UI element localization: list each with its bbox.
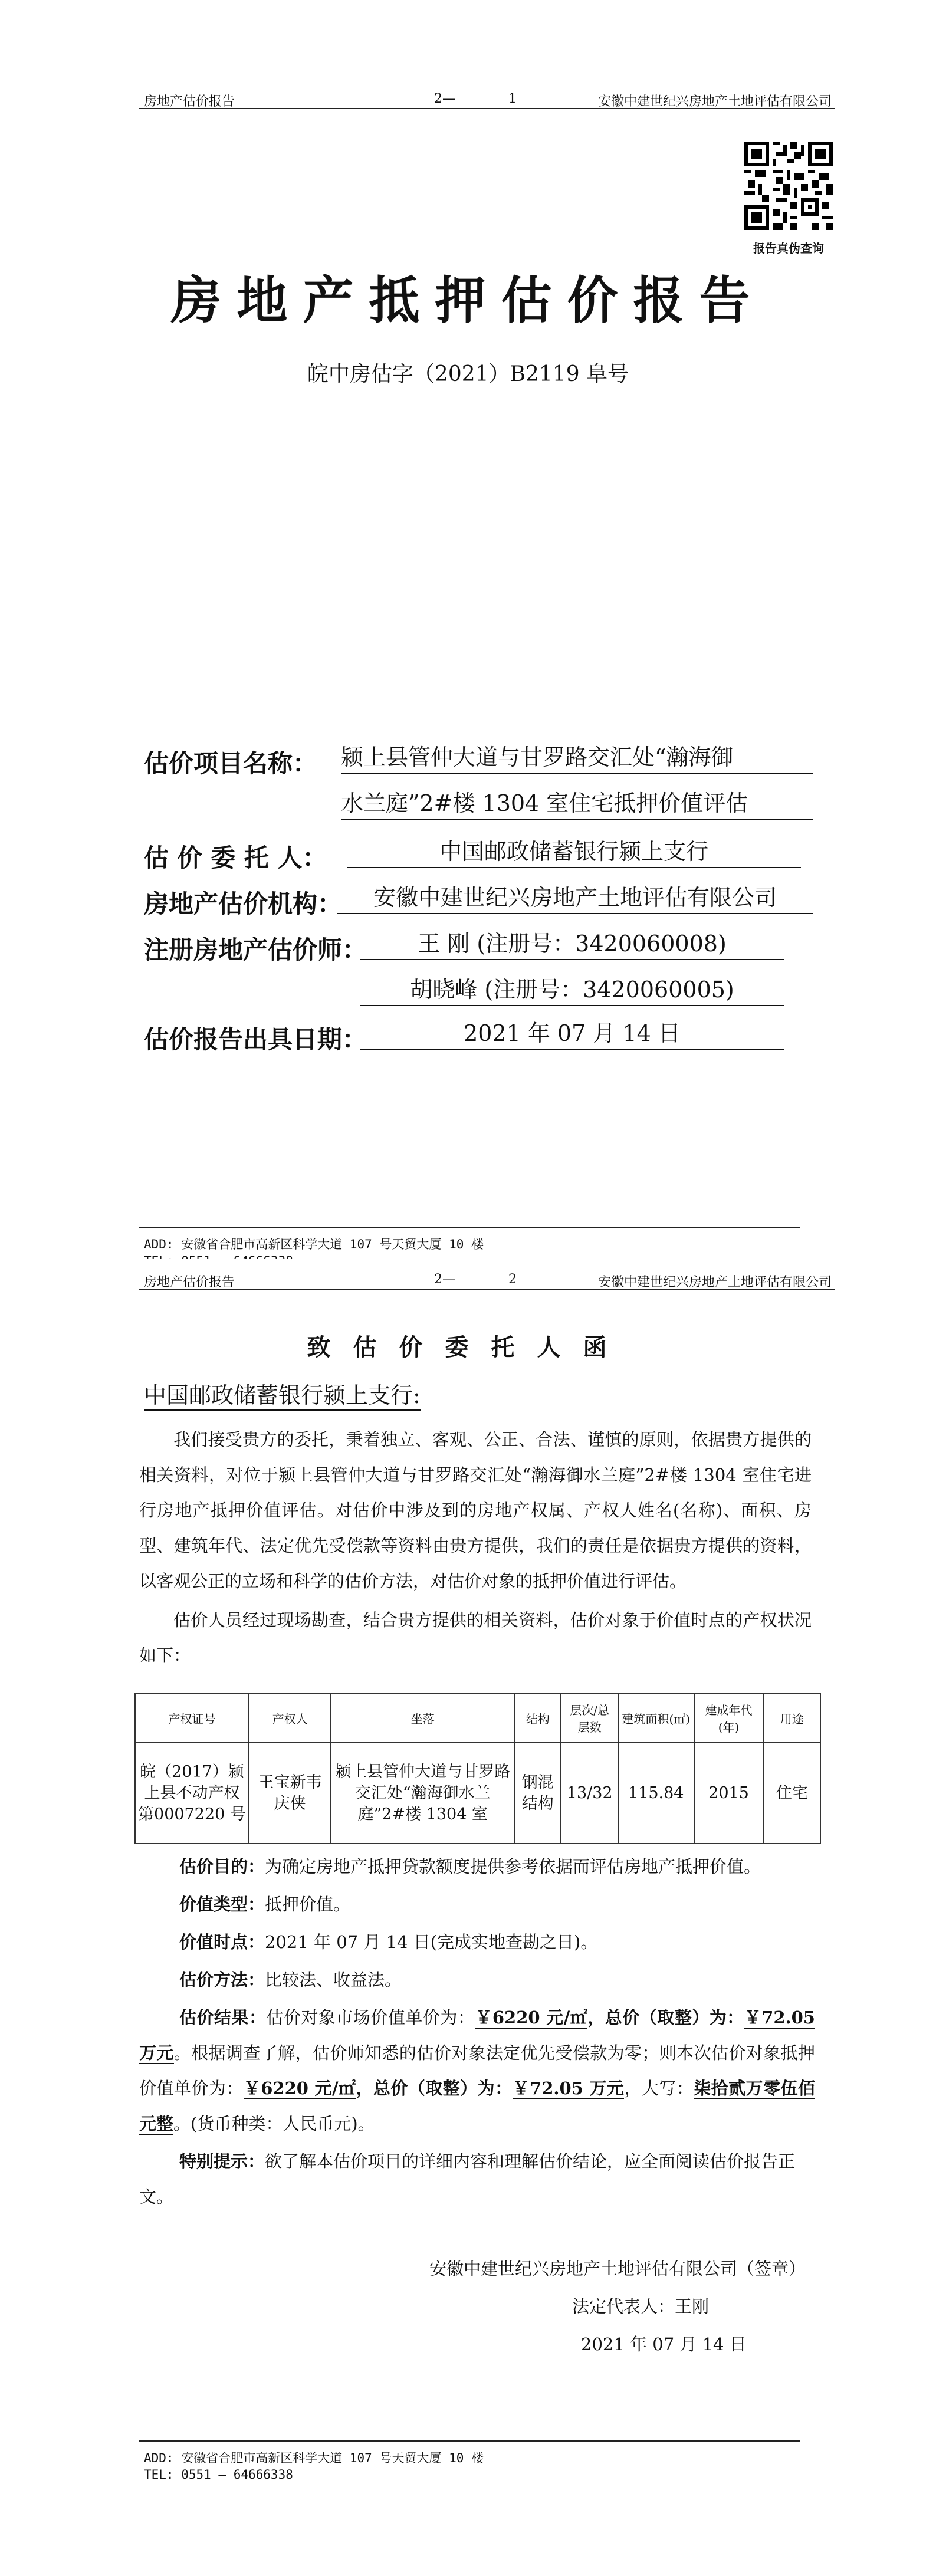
value-type-text: 抵押价值。 <box>265 1894 351 1914</box>
value-time-item <box>179 1924 816 1960</box>
purpose-label: 估价目的： <box>179 1857 265 1877</box>
table-header: 结构 <box>514 1693 561 1743</box>
header-page-number: 1 <box>508 91 517 106</box>
appraiser-2: 胡晓峰 (注册号：3420060005) <box>360 974 784 1006</box>
method-item <box>179 1962 816 1997</box>
table-header: 建成年代(年) <box>694 1693 764 1743</box>
table-header: 产权证号 <box>135 1693 249 1743</box>
project-name-line-2: 水兰庭”2#楼 1304 室住宅抵押价值评估 <box>341 788 813 820</box>
table-header: 建筑面积(㎡) <box>618 1693 694 1743</box>
table-header: 层次/总层数 <box>561 1693 618 1743</box>
footer-address: ADD: 安徽省合肥市高新区科学大道 107 号天贸大厦 10 楼 <box>144 2451 484 2465</box>
qr-code-icon[interactable] <box>744 142 833 230</box>
header-page-total: 2— <box>434 91 455 106</box>
issue-date-value: 2021 年 07 月 14 日 <box>360 1018 784 1050</box>
result-text-a: 估价对象市场价值单价为： <box>266 2007 475 2028</box>
table-row <box>135 1743 820 1844</box>
header-title: 房地产估价报告 <box>144 1275 235 1290</box>
purpose-item <box>179 1849 816 1884</box>
value-time-label: 价值时点： <box>179 1932 265 1952</box>
appraiser-label: 注册房地产估价师： <box>144 935 367 964</box>
agency-label: 房地产估价机构： <box>144 889 343 918</box>
letter-page <box>0 1259 936 2576</box>
project-name-label: 估价项目名称： <box>144 749 318 778</box>
signature-company: 安徽中建世纪兴房地产土地评估有限公司（签章） <box>429 2259 806 2279</box>
result-mortgage-unit-price: ￥6220 元/㎡ <box>243 2078 356 2098</box>
page-header <box>139 1272 835 1290</box>
table-header: 用途 <box>763 1693 820 1743</box>
project-name-line-1: 颍上县管仲大道与甘罗路交汇处“瀚海御 <box>341 742 813 774</box>
qr-caption: 报告真伪查询 <box>753 241 824 255</box>
footer-address: ADD: 安徽省合肥市高新区科学大道 107 号天贸大厦 10 楼 <box>144 1237 484 1251</box>
value-type-label: 价值类型： <box>179 1894 265 1914</box>
letter-title: 致估价委托人函 <box>307 1333 629 1361</box>
table-cell-use: 住宅 <box>763 1743 820 1844</box>
letter-paragraph-1: 我们接受贵方的委托，秉着独立、客观、公正、合法、谨慎的原则，依据贵方提供的相关资料，对位于颍上县管仲大道与甘罗路交汇处“瀚海御水兰庭”2#楼 1304 室住宅进行房地产抵押价值评估。对估价中涉及到的房地产权属、产权人姓名(名称)、面积、房型、建筑年代、法定优先受偿款等资料由贵方提供，我们的责任是依据贵方提供的资料，以客观公正的立场和科学的估价方法，对估价对象的抵押价值进行评估。 <box>139 1430 812 1591</box>
header-title: 房地产估价报告 <box>144 94 235 109</box>
table-cell-owner: 王宝新韦庆侠 <box>249 1743 331 1844</box>
table-cell-structure: 钢混结构 <box>514 1743 561 1844</box>
header-company: 安徽中建世纪兴房地产土地评估有限公司 <box>597 94 832 109</box>
page-header <box>139 91 835 109</box>
header-company: 安徽中建世纪兴房地产土地评估有限公司 <box>597 1275 832 1290</box>
result-text-e: ，大写： <box>624 2078 694 2098</box>
result-text-c: 。根据调查了解，估价师知悉的估价对象法定优先受偿款为零；则本次估价对象抵押价值单价为： <box>139 2043 815 2098</box>
client-value: 中国邮政储蓄银行颍上支行 <box>347 836 801 868</box>
header-page-number: 2 <box>508 1272 517 1287</box>
letter-paragraph-2: 估价人员经过现场勘查，结合贵方提供的相关资料，估价对象于价值时点的产权状况如下： <box>139 1610 812 1665</box>
value-type-item <box>179 1887 816 1922</box>
report-cover-page <box>0 0 936 1259</box>
note-label: 特别提示： <box>179 2151 265 2171</box>
method-label: 估价方法： <box>179 1970 265 1990</box>
table-header-row <box>135 1693 820 1743</box>
note-item <box>139 2144 815 2214</box>
result-label: 估价结果： <box>179 2007 267 2028</box>
note-text: 欲了解本估价项目的详细内容和理解估价结论，应全面阅读估价报告正文。 <box>139 2151 796 2207</box>
result-mortgage-total: ￥72.05 万元 <box>512 2078 625 2098</box>
result-text-b: ，总价（取整）为： <box>587 2007 744 2028</box>
header-page-total: 2— <box>434 1272 455 1287</box>
agency-value: 安徽中建世纪兴房地产土地评估有限公司 <box>337 882 813 914</box>
table-header: 坐落 <box>331 1693 514 1743</box>
table-header: 产权人 <box>249 1693 331 1743</box>
value-time-text: 2021 年 07 月 14 日(完成实地查勘之日)。 <box>265 1932 598 1952</box>
table-cell-location: 颍上县管仲大道与甘罗路交汇处“瀚海御水兰庭”2#楼 1304 室 <box>331 1743 514 1844</box>
result-item <box>139 2000 815 2141</box>
letter-addressee: 中国邮政储蓄银行颍上支行: <box>144 1377 421 1411</box>
client-label: 估 价 委 托 人： <box>144 843 327 872</box>
result-unit-price: ￥6220 元/㎡ <box>475 2007 588 2028</box>
table-cell-floor: 13/32 <box>561 1743 618 1844</box>
report-title: 房地产抵押估价报告 <box>170 271 766 330</box>
table-cell-area: 115.84 <box>618 1743 694 1844</box>
purpose-text: 为确定房地产抵押贷款额度提供参考依据而评估房地产抵押价值。 <box>265 1857 761 1877</box>
table-cell-year: 2015 <box>694 1743 764 1844</box>
table-cell-cert-no: 皖（2017）颍上县不动产权第0007220 号 <box>135 1743 249 1844</box>
appraiser-1: 王 刚 (注册号：3420060008) <box>360 928 784 960</box>
signature-date: 2021 年 07 月 14 日 <box>581 2334 747 2354</box>
result-total-price: ￥72.05 万元 <box>139 2007 815 2063</box>
result-upper-amount: 柒拾贰万零伍佰元整 <box>139 2078 815 2134</box>
footer-phone: TEL: 0551 — 64666338 <box>144 2467 293 2482</box>
signature-representative: 法定代表人：王刚 <box>572 2296 710 2317</box>
property-table <box>134 1693 821 1844</box>
page-footer <box>139 2440 800 2489</box>
result-text-f: 。(货币种类：人民币元)。 <box>173 2114 375 2134</box>
issue-date-label: 估价报告出具日期： <box>144 1025 367 1054</box>
method-text: 比较法、收益法。 <box>265 1970 402 1990</box>
result-text-d: ，总价（取整）为： <box>356 2078 513 2098</box>
report-number: 皖中房估字（2021）B2119 阜号 <box>307 362 629 386</box>
